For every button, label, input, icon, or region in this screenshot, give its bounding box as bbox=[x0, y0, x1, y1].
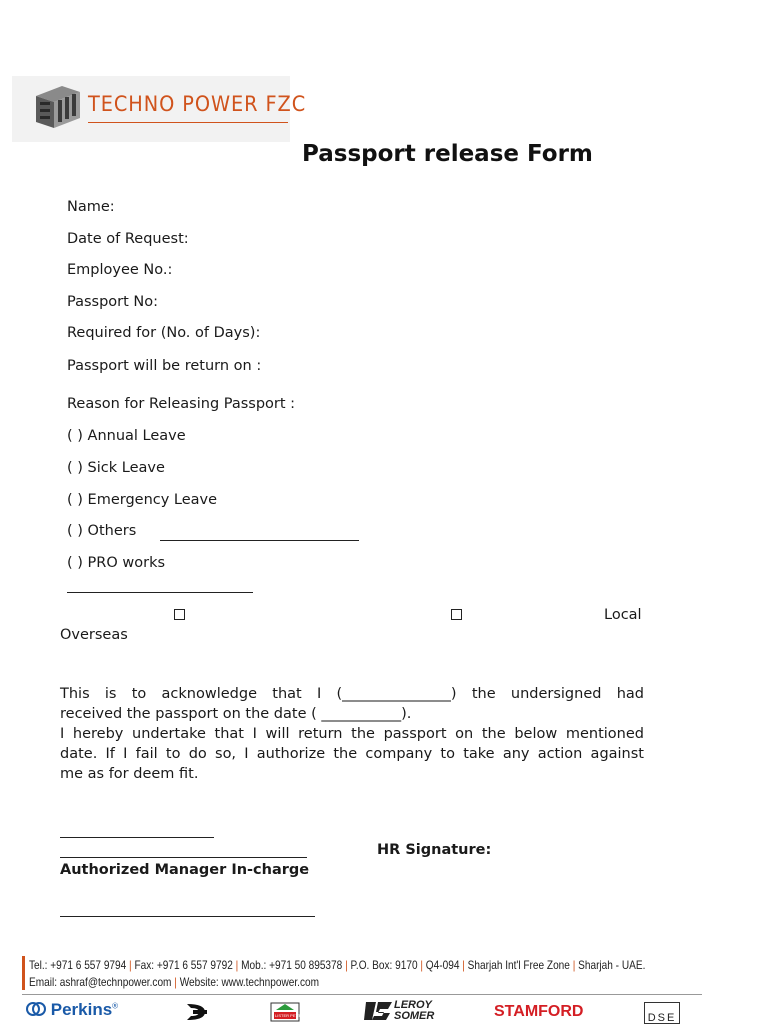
return-on-label: Passport will be return on : bbox=[67, 358, 262, 374]
footer-unit: Q4-094 bbox=[425, 958, 460, 972]
leroy-somer-mark-icon bbox=[364, 1000, 392, 1022]
lister-petter-logo bbox=[270, 1002, 306, 1026]
lister-petter-text: LISTER PETTER bbox=[275, 1013, 306, 1018]
perkins-mark-icon bbox=[26, 1001, 46, 1017]
footer-separator: | bbox=[235, 958, 239, 972]
checkbox-local bbox=[451, 609, 462, 620]
leroy-somer-logo bbox=[364, 999, 435, 1022]
option-others: ( ) Others bbox=[67, 523, 137, 539]
option-pro-works: ( ) PRO works bbox=[67, 555, 166, 571]
footer-location: Sharjah - UAE. bbox=[578, 958, 646, 972]
perkins-text: Perkins bbox=[50, 1000, 113, 1019]
somer-text: SOMER bbox=[394, 1010, 435, 1022]
overseas-label: Overseas bbox=[60, 627, 128, 643]
stamford-logo: STAMFORD bbox=[494, 1003, 584, 1020]
leroy-text: LEROY bbox=[394, 999, 432, 1011]
lister-petter-badge-icon bbox=[270, 1002, 300, 1022]
company-logo bbox=[12, 76, 307, 142]
footer-separator: | bbox=[129, 958, 132, 972]
reason-label: Reason for Releasing Passport : bbox=[67, 396, 296, 412]
authorized-manager-label: Authorized Manager In-charge bbox=[60, 862, 310, 878]
footer-po-box: P.O. Box: 9170 bbox=[350, 958, 418, 972]
perkins-logo bbox=[26, 1000, 118, 1020]
form-title: Passport release Form bbox=[302, 141, 593, 167]
employee-no-label: Employee No.: bbox=[67, 262, 173, 278]
others-blank-line bbox=[160, 540, 359, 541]
footer-rule bbox=[22, 994, 702, 995]
passport-no-label: Passport No: bbox=[67, 294, 159, 310]
footer-web-line bbox=[29, 975, 319, 989]
company-name: TECHNO POWER FZC bbox=[88, 92, 307, 116]
required-for-label: Required for (No. of Days): bbox=[67, 325, 261, 341]
checkbox-overseas bbox=[174, 609, 185, 620]
date-of-request-label: Date of Request: bbox=[67, 231, 189, 247]
footer-zone: Sharjah Int'l Free Zone bbox=[467, 958, 570, 972]
footer-email: Email: ashraf@technpower.com bbox=[29, 975, 172, 989]
logo-underline bbox=[88, 122, 288, 123]
footer-separator: | bbox=[462, 958, 465, 972]
footer-separator: | bbox=[174, 975, 177, 989]
footer-separator: | bbox=[572, 958, 576, 972]
hr-signature-label: HR Signature: bbox=[377, 842, 492, 858]
ack-line-4: date. If I fail to do so, I authorize the company to take any action against bbox=[60, 746, 644, 762]
footer-fax: Fax: +971 6 557 9792 bbox=[134, 958, 233, 972]
footer-separator: | bbox=[345, 958, 348, 972]
footer-mob: Mob.: +971 50 895378 bbox=[241, 958, 343, 972]
dse-logo: DSE bbox=[644, 1002, 680, 1024]
signature-line-3 bbox=[60, 916, 315, 917]
footer-accent-bar bbox=[22, 956, 25, 990]
option-emergency-leave: ( ) Emergency Leave bbox=[67, 492, 218, 508]
ack-line-2: received the passport on the date ( ___________). bbox=[60, 706, 412, 722]
pro-works-blank-line bbox=[67, 592, 253, 593]
cummins-logo-icon bbox=[183, 1002, 209, 1022]
name-label: Name: bbox=[67, 199, 115, 215]
option-sick-leave: ( ) Sick Leave bbox=[67, 460, 165, 476]
perkins-registered: ® bbox=[112, 1001, 119, 1011]
ack-line-3: I hereby undertake that I will return the passport on the below mentioned bbox=[60, 726, 644, 742]
acknowledgement-paragraph bbox=[60, 684, 644, 784]
signature-line-2 bbox=[60, 857, 307, 858]
ack-line-1: This is to acknowledge that I (_______________) the undersigned had bbox=[60, 686, 644, 702]
footer-separator: | bbox=[420, 958, 423, 972]
generator-icon bbox=[32, 82, 84, 130]
footer-tel: Tel.: +971 6 557 9794 bbox=[29, 958, 127, 972]
option-annual-leave: ( ) Annual Leave bbox=[67, 428, 186, 444]
signature-line-1 bbox=[60, 837, 214, 838]
ack-line-5: me as for deem fit. bbox=[60, 766, 199, 782]
footer-contact-line bbox=[29, 958, 645, 972]
footer-website: Website: www.technpower.com bbox=[179, 975, 320, 989]
local-label: Local bbox=[604, 607, 642, 623]
